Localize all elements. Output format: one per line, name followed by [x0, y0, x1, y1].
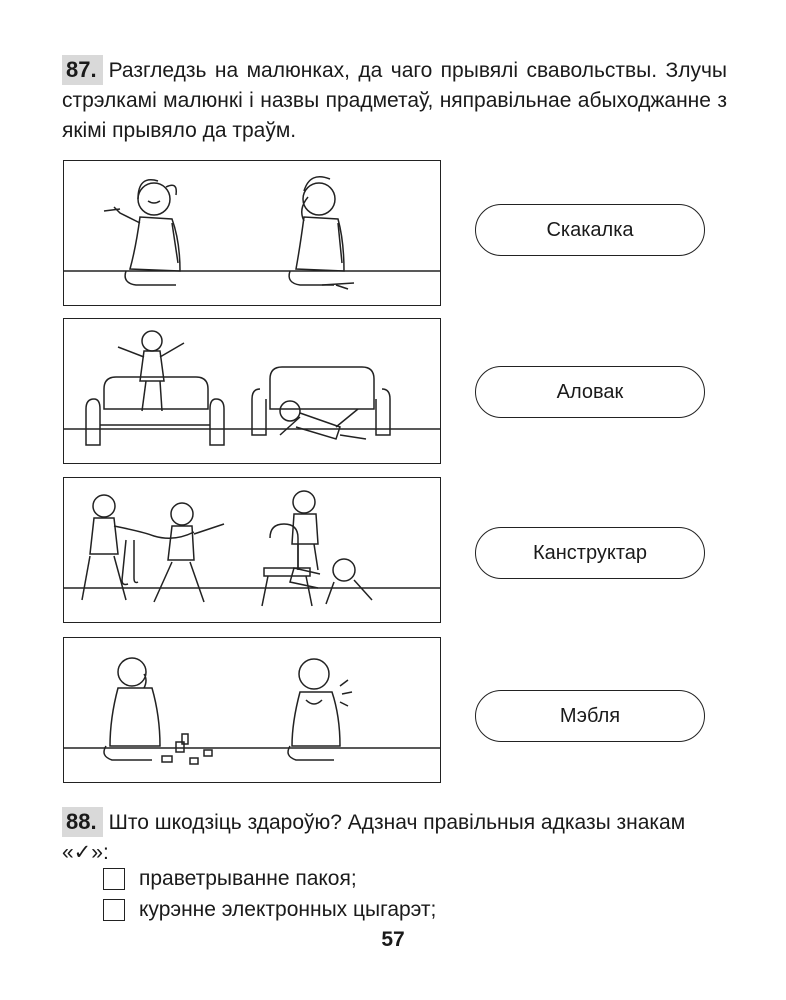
- task-88: [62, 807, 727, 868]
- object-label-construction-set[interactable]: Канструктар: [475, 527, 705, 579]
- task-87: [62, 55, 727, 146]
- picture-girl-pencil[interactable]: [63, 160, 441, 306]
- boy-construction-set-illustration: [64, 638, 441, 783]
- answer-option: [103, 867, 357, 891]
- task-88-text: Што шкодзіць здароўю? Адзнач правільныя адказы знакам «✓»:: [62, 811, 686, 864]
- object-label-pencil[interactable]: Аловак: [475, 366, 705, 418]
- task-87-number: 87.: [62, 55, 103, 85]
- girl-pencil-illustration: [64, 161, 441, 306]
- picture-boy-construction-set[interactable]: [63, 637, 441, 783]
- answer-checkbox[interactable]: [103, 868, 125, 890]
- answer-checkbox[interactable]: [103, 899, 125, 921]
- boys-jump-rope-illustration: [64, 478, 441, 623]
- picture-boys-jump-rope[interactable]: [63, 477, 441, 623]
- object-label-jump-rope[interactable]: Скакалка: [475, 204, 705, 256]
- page-number: 57: [381, 928, 405, 951]
- picture-boy-sofa[interactable]: [63, 318, 441, 464]
- answer-option-label: праветрыванне пакоя;: [139, 867, 357, 890]
- task-88-number: 88.: [62, 807, 103, 837]
- answer-option: [103, 898, 436, 922]
- answer-option-label: курэнне электронных цыгарэт;: [139, 898, 437, 921]
- boy-sofa-illustration: [64, 319, 441, 464]
- object-label-furniture[interactable]: Мэбля: [475, 690, 705, 742]
- task-87-text: Разгледзь на малюнках, да чаго прывялі свавольствы. Злучы стрэлкамі малюнкі і назвы прадметаў, няправільнае абыходжанне з якімі прывяло да траўм.: [62, 59, 727, 142]
